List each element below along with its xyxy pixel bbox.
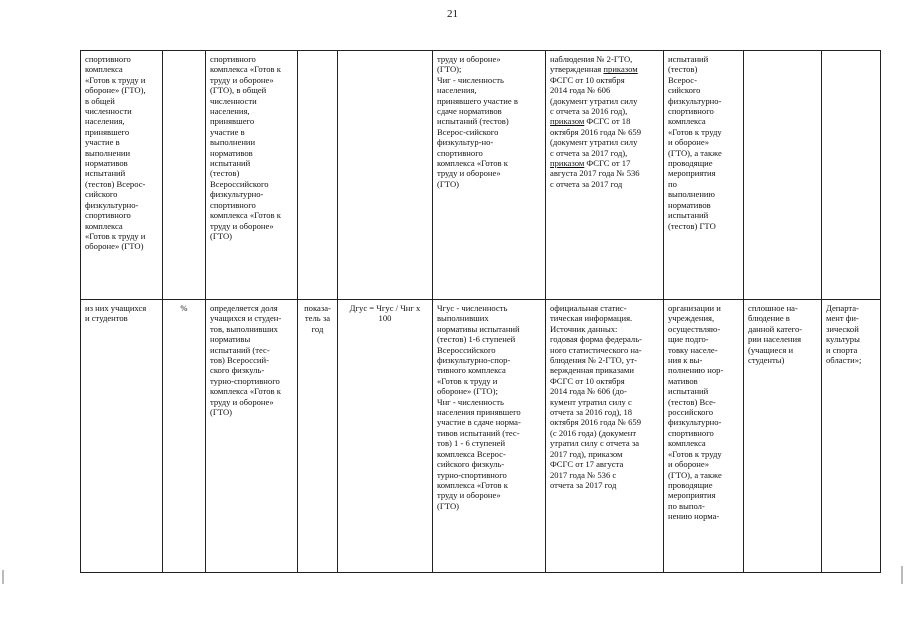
variables-cell: Чгус - численность выполнивших нормативы испытаний (тестов) 1-6 ступеней Всероссийского физкультурно-спор- тивного комплекса «Готов к труду и обороне» (ГТО); Чнг - численность населения принявшего участие в сдаче норма- тивов испытаний (тес- тов) 1 - 6 ступеней комплекса Всерос- сийского физкуль- турно-спортивного комплекса «Готов к труду и обороне» (ГТО) [433,300,546,573]
period-cell: показа- тель за год [298,300,338,573]
data-source-cell: официальная статис- тическая информация. Источник данных: годовая форма федераль- ного статистического на- блюдения № 2-ГТО, ут- вержденная приказами ФСГС от 10 октября 2014 года № 606 (до- кумент утратил силу с отчета за 2016 год), 18 октября 2016 года № 659 (с 2016 года) (документ утратил силу с отчета за 2017 год), приказом ФСГС от 17 августа 2017 года № 536 с отчета за 2017 год [546,300,664,573]
definition-cell: определяется доля учащихся и студен- тов, выполнивших нормативы испытаний (тес- тов) Всероссий- ского физкуль- турно-спортивного комплекса «Готов к труду и обороне» (ГТО) [206,300,298,573]
observation-method-cell [744,51,822,300]
unit-cell: % [163,300,206,573]
table-row [81,300,881,573]
indicator-table [80,50,881,573]
order-link[interactable]: приказом [550,158,585,169]
definition-cell: спортивного комплекса «Готов к труду и обороне» (ГТО), в общей численности населения, принявшего участие в выполнении нормативов испытаний (тестов) Всероссийского физкультурно- спортивного комплекса «Готов к труду и обороне» (ГТО) [206,51,298,300]
indicator-name-cell: из них учащихся и студентов [81,300,163,573]
responsible-cell [822,51,881,300]
table-row [81,51,881,300]
scan-edge-mark [2,570,4,584]
responsible-cell: Департа- мент фи- зической культуры и спорта области»; [822,300,881,573]
reporting-units-cell: испытаний (тестов) Всерос- сийского физкультурно- спортивного комплекса «Готов к труду и обороне» (ГТО), а также проводящие мероприятия по выполнению нормативов испытаний (тестов) ГТО [664,51,744,300]
order-link[interactable]: приказом [603,64,638,75]
reporting-units-cell: организации и учреждения, осуществляю- щие подго- товку населе- ния к вы- полнению нор- мативов испытаний (тестов) Все- российского физкультурно- спортивного комплекса «Готов к труду и обороне» (ГТО), а также проводящие мероприятия по выпол- нению норма- [664,300,744,573]
observation-method-cell: сплошное на- блюдение в данной катего- рии населения (учащиеся и студенты) [744,300,822,573]
period-cell [298,51,338,300]
formula-cell [338,51,433,300]
data-source-cell: наблюдения № 2-ГТО, утвержденная приказом ФСГС от 10 октября 2014 года № 606 (документ утратил силу с отчета за 2016 год), приказом ФСГС от 18 октября 2016 года № 659 (документ утратил силу с отчета за 2017 год), приказом ФСГС от 17 августа 2017 года № 536 с отчета за 2017 год [546,51,664,300]
formula-cell: Дгус = Чгус / Чнг х 100 [338,300,433,573]
page-number: 21 [447,8,458,20]
unit-cell [163,51,206,300]
variables-cell: труду и обороне» (ГТО); Чиг - численность населения, принявшего участие в сдаче нормативов испытаний (тестов) Всерос-сийского физкультур-но- спортивного комплекса «Готов к труду и обороне» (ГТО) [433,51,546,300]
order-link[interactable]: приказом [550,116,585,127]
scan-edge-mark [901,566,903,584]
indicator-name-cell: спортивного комплекса «Готов к труду и обороне» (ГТО), в общей численности населения, принявшего участие в выполнении нормативов испытаний (тестов) Всерос- сийского физкультурно- спортивного комплекса «Готов к труду и обороне» (ГТО) [81,51,163,300]
